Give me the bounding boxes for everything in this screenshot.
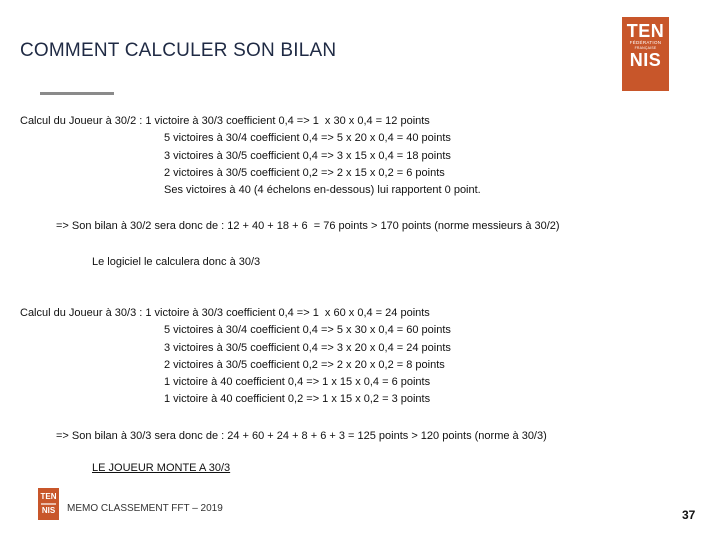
summary-30-3: => Son bilan à 30/3 sera donc de : 24 + 60 + 24 + 8 + 6 + 3 = 125 points > 120 points (norme à 30/3)	[56, 430, 547, 442]
calc-line: Calcul du Joueur à 30/3 : 1 victoire à 30/3 coefficient 0,4 => 1 x 60 x 0,4 = 24 points	[20, 307, 430, 319]
calculation-block-30-2	[20, 113, 481, 199]
conclusion-30-3: LE JOUEUR MONTE A 30/3	[92, 462, 231, 474]
calc-line: 1 victoire à 40 coefficient 0,4 => 1 x 15 x 0,4 = 6 points	[164, 376, 431, 389]
conclusion-30-2: Le logiciel le calculera donc à 30/3	[92, 256, 261, 268]
calc-line: 3 victoires à 30/5 coefficient 0,4 => 3 x 15 x 0,4 = 18 points	[164, 149, 451, 162]
logo-text-ten: TEN	[626, 21, 665, 41]
footer-logo-ten: TEN	[40, 492, 57, 501]
calc-line: 2 victoires à 30/5 coefficient 0,2 => 2 x 20 x 0,2 = 8 points	[164, 358, 445, 371]
calc-line: 1 victoire à 40 coefficient 0,2 => 1 x 15 x 0,2 = 3 points	[164, 393, 431, 406]
footer-tennis-logo	[38, 488, 59, 520]
footer-logo-bar	[41, 503, 56, 505]
footer-logo-nis: NIS	[41, 506, 56, 515]
calc-line: 2 victoires à 30/5 coefficient 0,2 => 2 x 15 x 0,2 = 6 points	[164, 166, 445, 179]
calc-line: Calcul du Joueur à 30/2 : 1 victoire à 30/3 coefficient 0,4 => 1 x 30 x 0,4 = 12 points	[20, 115, 430, 127]
calc-line: 5 victoires à 30/4 coefficient 0,4 => 5 x 20 x 0,4 = 40 points	[164, 132, 451, 145]
calc-line: 5 victoires à 30/4 coefficient 0,4 => 5 x 30 x 0,4 = 60 points	[164, 324, 451, 337]
slide-title: COMMENT CALCULER SON BILAN	[20, 40, 337, 61]
logo-text-nis: NIS	[629, 50, 662, 70]
logo-text-federation: FÉDÉRATION	[629, 40, 662, 45]
logo-text-francaise: FRANÇAISE	[634, 46, 657, 50]
footer-text: MEMO CLASSEMENT FFT – 2019	[67, 503, 223, 514]
title-underline	[40, 92, 114, 95]
fft-tennis-logo	[622, 17, 669, 91]
summary-30-2: => Son bilan à 30/2 sera donc de : 12 + 40 + 18 + 6 = 76 points > 170 points (norme messieurs à 30/2)	[56, 220, 560, 232]
calc-line: Ses victoires à 40 (4 échelons en-dessous) lui rapportent 0 point.	[164, 184, 481, 197]
page-number: 37	[682, 508, 696, 522]
calculation-block-30-3	[20, 305, 451, 409]
calc-line: 3 victoires à 30/5 coefficient 0,4 => 3 x 20 x 0,4 = 24 points	[164, 341, 451, 354]
